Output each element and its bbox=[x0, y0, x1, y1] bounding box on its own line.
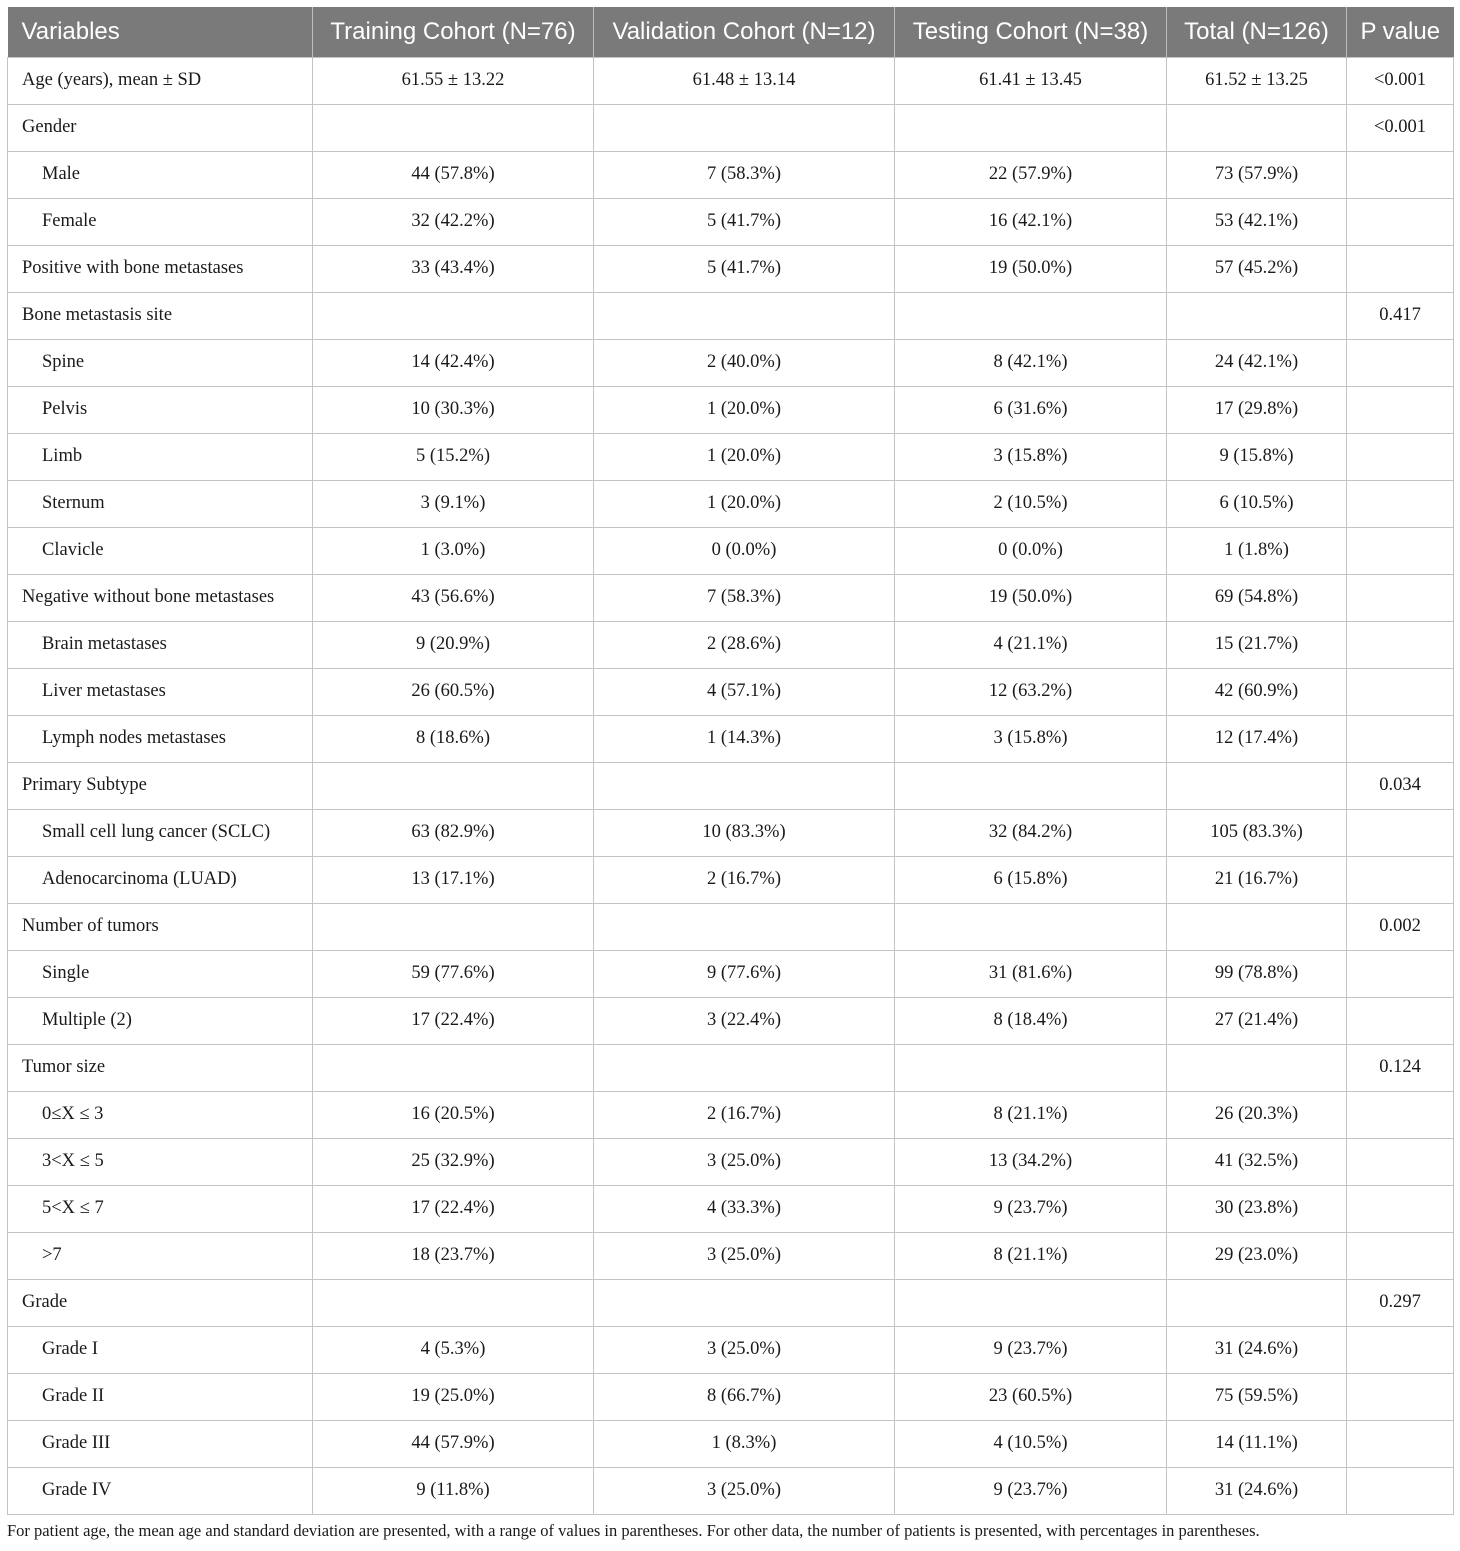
cell-total: 99 (78.8%) bbox=[1167, 950, 1347, 997]
cell-p-value bbox=[1347, 245, 1454, 292]
table-row bbox=[8, 292, 1454, 339]
cell-total: 27 (21.4%) bbox=[1167, 997, 1347, 1044]
row-label: Negative without bone metastases bbox=[8, 574, 313, 621]
row-label: Tumor size bbox=[8, 1044, 313, 1091]
cell-p-value bbox=[1347, 997, 1454, 1044]
table-row bbox=[8, 480, 1454, 527]
cell-testing: 31 (81.6%) bbox=[895, 950, 1167, 997]
cohort-characteristics-table bbox=[7, 7, 1454, 1515]
cell-validation: 3 (25.0%) bbox=[594, 1467, 895, 1514]
cell-training: 17 (22.4%) bbox=[313, 1185, 594, 1232]
row-label: Grade IV bbox=[8, 1467, 313, 1514]
cell-testing: 8 (21.1%) bbox=[895, 1091, 1167, 1138]
cell-total: 6 (10.5%) bbox=[1167, 480, 1347, 527]
cell-training: 3 (9.1%) bbox=[313, 480, 594, 527]
row-label: Liver metastases bbox=[8, 668, 313, 715]
cell-p-value bbox=[1347, 715, 1454, 762]
table-row bbox=[8, 1279, 1454, 1326]
cell-total: 53 (42.1%) bbox=[1167, 198, 1347, 245]
table-row bbox=[8, 57, 1454, 104]
table-row bbox=[8, 245, 1454, 292]
cell-validation: 4 (33.3%) bbox=[594, 1185, 895, 1232]
cell-p-value bbox=[1347, 527, 1454, 574]
cell-total: 15 (21.7%) bbox=[1167, 621, 1347, 668]
cell-validation bbox=[594, 762, 895, 809]
cell-p-value bbox=[1347, 1420, 1454, 1467]
row-label: Small cell lung cancer (SCLC) bbox=[8, 809, 313, 856]
cell-training: 44 (57.8%) bbox=[313, 151, 594, 198]
row-label: Age (years), mean ± SD bbox=[8, 57, 313, 104]
cell-p-value bbox=[1347, 621, 1454, 668]
cell-validation: 9 (77.6%) bbox=[594, 950, 895, 997]
cell-training: 5 (15.2%) bbox=[313, 433, 594, 480]
cell-training: 9 (11.8%) bbox=[313, 1467, 594, 1514]
row-label: Multiple (2) bbox=[8, 997, 313, 1044]
cell-training: 19 (25.0%) bbox=[313, 1373, 594, 1420]
row-label: Primary Subtype bbox=[8, 762, 313, 809]
header-cell-total: Total (N=126) bbox=[1167, 7, 1347, 57]
cell-total: 1 (1.8%) bbox=[1167, 527, 1347, 574]
cell-training: 63 (82.9%) bbox=[313, 809, 594, 856]
table-row bbox=[8, 1232, 1454, 1279]
cell-validation: 2 (40.0%) bbox=[594, 339, 895, 386]
cell-p-value bbox=[1347, 386, 1454, 433]
cell-validation: 5 (41.7%) bbox=[594, 198, 895, 245]
cell-training bbox=[313, 1279, 594, 1326]
row-label: Pelvis bbox=[8, 386, 313, 433]
cell-validation bbox=[594, 104, 895, 151]
cell-validation: 4 (57.1%) bbox=[594, 668, 895, 715]
cell-total: 17 (29.8%) bbox=[1167, 386, 1347, 433]
cell-training: 26 (60.5%) bbox=[313, 668, 594, 715]
cell-p-value bbox=[1347, 1467, 1454, 1514]
row-label: Positive with bone metastases bbox=[8, 245, 313, 292]
cell-training: 59 (77.6%) bbox=[313, 950, 594, 997]
cell-testing: 22 (57.9%) bbox=[895, 151, 1167, 198]
cell-training: 44 (57.9%) bbox=[313, 1420, 594, 1467]
row-label: Clavicle bbox=[8, 527, 313, 574]
row-label: 0≤X ≤ 3 bbox=[8, 1091, 313, 1138]
cell-testing: 6 (31.6%) bbox=[895, 386, 1167, 433]
table-body bbox=[8, 57, 1454, 1514]
cell-testing: 19 (50.0%) bbox=[895, 245, 1167, 292]
table-row bbox=[8, 621, 1454, 668]
cell-total: 31 (24.6%) bbox=[1167, 1326, 1347, 1373]
table-row bbox=[8, 433, 1454, 480]
cell-validation: 7 (58.3%) bbox=[594, 151, 895, 198]
row-label: Grade bbox=[8, 1279, 313, 1326]
cell-validation: 5 (41.7%) bbox=[594, 245, 895, 292]
cell-testing: 9 (23.7%) bbox=[895, 1467, 1167, 1514]
cell-validation: 7 (58.3%) bbox=[594, 574, 895, 621]
cell-total: 41 (32.5%) bbox=[1167, 1138, 1347, 1185]
cell-testing: 4 (10.5%) bbox=[895, 1420, 1167, 1467]
table-row bbox=[8, 903, 1454, 950]
cell-testing: 23 (60.5%) bbox=[895, 1373, 1167, 1420]
row-label: Limb bbox=[8, 433, 313, 480]
cell-validation: 1 (8.3%) bbox=[594, 1420, 895, 1467]
cell-p-value: 0.297 bbox=[1347, 1279, 1454, 1326]
cell-p-value bbox=[1347, 574, 1454, 621]
cell-p-value bbox=[1347, 1091, 1454, 1138]
cell-total bbox=[1167, 1279, 1347, 1326]
table-row bbox=[8, 668, 1454, 715]
cell-testing: 4 (21.1%) bbox=[895, 621, 1167, 668]
cell-testing: 19 (50.0%) bbox=[895, 574, 1167, 621]
cell-total: 69 (54.8%) bbox=[1167, 574, 1347, 621]
cell-training: 25 (32.9%) bbox=[313, 1138, 594, 1185]
cell-total: 24 (42.1%) bbox=[1167, 339, 1347, 386]
cell-testing bbox=[895, 1279, 1167, 1326]
cell-p-value: 0.417 bbox=[1347, 292, 1454, 339]
cell-validation: 3 (25.0%) bbox=[594, 1138, 895, 1185]
row-label: Adenocarcinoma (LUAD) bbox=[8, 856, 313, 903]
cell-validation: 2 (16.7%) bbox=[594, 856, 895, 903]
cell-total bbox=[1167, 762, 1347, 809]
row-label: Grade I bbox=[8, 1326, 313, 1373]
cell-training bbox=[313, 903, 594, 950]
table-row bbox=[8, 1373, 1454, 1420]
row-label: Bone metastasis site bbox=[8, 292, 313, 339]
table-header bbox=[8, 7, 1454, 57]
cell-total: 105 (83.3%) bbox=[1167, 809, 1347, 856]
cell-p-value bbox=[1347, 1326, 1454, 1373]
cell-total: 30 (23.8%) bbox=[1167, 1185, 1347, 1232]
cell-total: 14 (11.1%) bbox=[1167, 1420, 1347, 1467]
cell-total bbox=[1167, 1044, 1347, 1091]
cell-training: 16 (20.5%) bbox=[313, 1091, 594, 1138]
cell-testing: 16 (42.1%) bbox=[895, 198, 1167, 245]
cell-p-value bbox=[1347, 1373, 1454, 1420]
header-cell-variables: Variables bbox=[8, 7, 313, 57]
cell-testing: 9 (23.7%) bbox=[895, 1185, 1167, 1232]
cell-training: 4 (5.3%) bbox=[313, 1326, 594, 1373]
cell-total bbox=[1167, 903, 1347, 950]
table-row bbox=[8, 151, 1454, 198]
cell-total: 9 (15.8%) bbox=[1167, 433, 1347, 480]
cell-training: 43 (56.6%) bbox=[313, 574, 594, 621]
table-row bbox=[8, 950, 1454, 997]
table-row bbox=[8, 198, 1454, 245]
table-row bbox=[8, 809, 1454, 856]
cell-p-value: 0.034 bbox=[1347, 762, 1454, 809]
table-row bbox=[8, 1091, 1454, 1138]
cell-validation: 61.48 ± 13.14 bbox=[594, 57, 895, 104]
cell-testing bbox=[895, 104, 1167, 151]
cell-validation: 0 (0.0%) bbox=[594, 527, 895, 574]
cell-testing: 2 (10.5%) bbox=[895, 480, 1167, 527]
header-cell-testing: Testing Cohort (N=38) bbox=[895, 7, 1167, 57]
cell-training: 18 (23.7%) bbox=[313, 1232, 594, 1279]
table-row bbox=[8, 1044, 1454, 1091]
cell-total: 42 (60.9%) bbox=[1167, 668, 1347, 715]
cell-total: 61.52 ± 13.25 bbox=[1167, 57, 1347, 104]
cell-validation: 1 (14.3%) bbox=[594, 715, 895, 762]
cell-validation: 10 (83.3%) bbox=[594, 809, 895, 856]
cell-training bbox=[313, 1044, 594, 1091]
row-label: Grade III bbox=[8, 1420, 313, 1467]
cell-testing: 9 (23.7%) bbox=[895, 1326, 1167, 1373]
cell-p-value bbox=[1347, 1232, 1454, 1279]
table-row bbox=[8, 715, 1454, 762]
cell-testing: 12 (63.2%) bbox=[895, 668, 1167, 715]
cell-p-value bbox=[1347, 198, 1454, 245]
cell-testing: 8 (42.1%) bbox=[895, 339, 1167, 386]
cell-training: 14 (42.4%) bbox=[313, 339, 594, 386]
table-row bbox=[8, 1138, 1454, 1185]
cell-testing: 3 (15.8%) bbox=[895, 433, 1167, 480]
table-row bbox=[8, 386, 1454, 433]
row-label: Gender bbox=[8, 104, 313, 151]
cell-training: 9 (20.9%) bbox=[313, 621, 594, 668]
cell-training: 61.55 ± 13.22 bbox=[313, 57, 594, 104]
cell-total bbox=[1167, 292, 1347, 339]
cell-total: 73 (57.9%) bbox=[1167, 151, 1347, 198]
row-label: 3<X ≤ 5 bbox=[8, 1138, 313, 1185]
row-label: Spine bbox=[8, 339, 313, 386]
cell-training bbox=[313, 762, 594, 809]
table-row bbox=[8, 527, 1454, 574]
cell-training: 33 (43.4%) bbox=[313, 245, 594, 292]
cell-validation: 3 (25.0%) bbox=[594, 1232, 895, 1279]
cell-total bbox=[1167, 104, 1347, 151]
cell-total: 31 (24.6%) bbox=[1167, 1467, 1347, 1514]
cell-testing: 61.41 ± 13.45 bbox=[895, 57, 1167, 104]
cell-total: 57 (45.2%) bbox=[1167, 245, 1347, 292]
table-row bbox=[8, 104, 1454, 151]
table-row bbox=[8, 574, 1454, 621]
header-cell-training: Training Cohort (N=76) bbox=[313, 7, 594, 57]
cell-validation: 1 (20.0%) bbox=[594, 480, 895, 527]
header-row bbox=[8, 7, 1454, 57]
cell-p-value bbox=[1347, 950, 1454, 997]
cell-p-value: <0.001 bbox=[1347, 57, 1454, 104]
row-label: Grade II bbox=[8, 1373, 313, 1420]
cell-p-value bbox=[1347, 339, 1454, 386]
cell-validation: 8 (66.7%) bbox=[594, 1373, 895, 1420]
row-label: >7 bbox=[8, 1232, 313, 1279]
cell-training: 8 (18.6%) bbox=[313, 715, 594, 762]
cell-total: 12 (17.4%) bbox=[1167, 715, 1347, 762]
cell-testing bbox=[895, 1044, 1167, 1091]
cell-total: 21 (16.7%) bbox=[1167, 856, 1347, 903]
table-footnote: For patient age, the mean age and standard deviation are presented, with a range of values in parentheses. For other data, the number of patients is presented, with percentages in parentheses. bbox=[7, 1521, 1260, 1540]
cell-total: 75 (59.5%) bbox=[1167, 1373, 1347, 1420]
row-label: Lymph nodes metastases bbox=[8, 715, 313, 762]
cell-p-value bbox=[1347, 809, 1454, 856]
cell-testing bbox=[895, 292, 1167, 339]
table-row bbox=[8, 1185, 1454, 1232]
cell-training bbox=[313, 104, 594, 151]
header-cell-validation: Validation Cohort (N=12) bbox=[594, 7, 895, 57]
cell-validation: 1 (20.0%) bbox=[594, 386, 895, 433]
cell-training: 1 (3.0%) bbox=[313, 527, 594, 574]
cell-validation bbox=[594, 292, 895, 339]
header-cell-p-value: P value bbox=[1360, 17, 1441, 45]
table-row bbox=[8, 339, 1454, 386]
cell-training: 32 (42.2%) bbox=[313, 198, 594, 245]
cell-validation bbox=[594, 1279, 895, 1326]
cell-validation: 2 (16.7%) bbox=[594, 1091, 895, 1138]
cell-validation bbox=[594, 1044, 895, 1091]
cell-testing: 3 (15.8%) bbox=[895, 715, 1167, 762]
cell-p-value: 0.002 bbox=[1347, 903, 1454, 950]
cell-total: 29 (23.0%) bbox=[1167, 1232, 1347, 1279]
row-label: Male bbox=[8, 151, 313, 198]
cell-testing: 8 (21.1%) bbox=[895, 1232, 1167, 1279]
row-label: Single bbox=[8, 950, 313, 997]
cell-p-value: 0.124 bbox=[1347, 1044, 1454, 1091]
cell-testing: 8 (18.4%) bbox=[895, 997, 1167, 1044]
cell-testing: 0 (0.0%) bbox=[895, 527, 1167, 574]
row-label: 5<X ≤ 7 bbox=[8, 1185, 313, 1232]
cell-training: 17 (22.4%) bbox=[313, 997, 594, 1044]
row-label: Sternum bbox=[8, 480, 313, 527]
cell-testing bbox=[895, 903, 1167, 950]
data-table-container bbox=[7, 7, 1453, 1515]
cell-testing: 32 (84.2%) bbox=[895, 809, 1167, 856]
cell-validation: 3 (22.4%) bbox=[594, 997, 895, 1044]
cell-p-value bbox=[1347, 151, 1454, 198]
cell-testing: 13 (34.2%) bbox=[895, 1138, 1167, 1185]
table-row bbox=[8, 856, 1454, 903]
cell-p-value bbox=[1347, 668, 1454, 715]
row-label: Brain metastases bbox=[8, 621, 313, 668]
cell-p-value bbox=[1347, 480, 1454, 527]
cell-p-value: <0.001 bbox=[1347, 104, 1454, 151]
cell-p-value bbox=[1347, 433, 1454, 480]
row-label: Female bbox=[8, 198, 313, 245]
table-row bbox=[8, 997, 1454, 1044]
cell-total: 26 (20.3%) bbox=[1167, 1091, 1347, 1138]
cell-validation: 2 (28.6%) bbox=[594, 621, 895, 668]
cell-p-value bbox=[1347, 1138, 1454, 1185]
cell-p-value bbox=[1347, 856, 1454, 903]
table-row bbox=[8, 1467, 1454, 1514]
cell-validation bbox=[594, 903, 895, 950]
cell-training: 13 (17.1%) bbox=[313, 856, 594, 903]
cell-validation: 3 (25.0%) bbox=[594, 1326, 895, 1373]
row-label: Number of tumors bbox=[8, 903, 313, 950]
cell-training: 10 (30.3%) bbox=[313, 386, 594, 433]
cell-training bbox=[313, 292, 594, 339]
cell-testing bbox=[895, 762, 1167, 809]
cell-testing: 6 (15.8%) bbox=[895, 856, 1167, 903]
table-row bbox=[8, 1420, 1454, 1467]
table-row bbox=[8, 762, 1454, 809]
cell-validation: 1 (20.0%) bbox=[594, 433, 895, 480]
table-row bbox=[8, 1326, 1454, 1373]
cell-p-value bbox=[1347, 1185, 1454, 1232]
